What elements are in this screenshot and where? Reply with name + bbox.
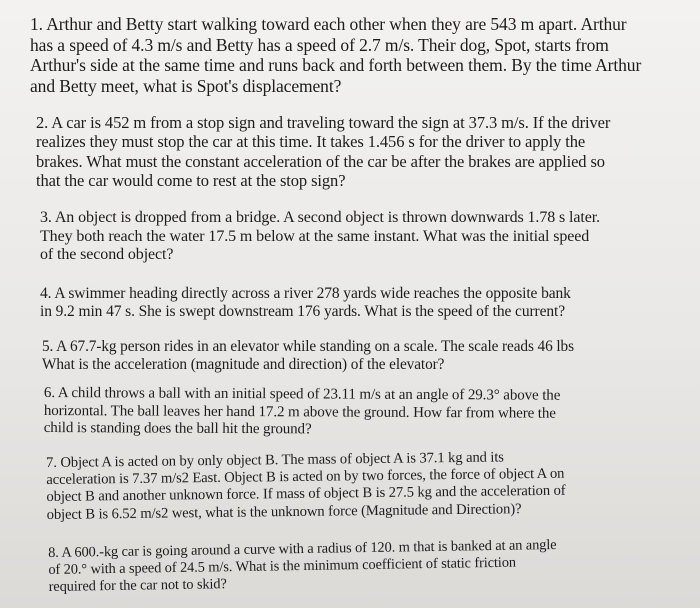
problem-4: 4. A swimmer heading directly across a river 278 yards wide reaches the opposite bank in 9.2 min 47 s. She is swept downstream 176 yards. What is the speed of the current? (40, 285, 571, 320)
problem-2: 2. A car is 452 m from a stop sign and traveling toward the sign at 37.3 m/s. If the driver realizes they must stop the car at this time. It takes 1.456 s for the driver to apply the brakes. What must the constant acceleration of the car be after the brakes are applied so that the car would come to rest at the stop sign? (36, 113, 611, 190)
problem-7: 7. Object A is acted on by only object B. The mass of object A is 37.1 kg and its acceleration is 7.37 m/s2 East. Object B is acted on by two forces, the force of object A on object B and another unknown force. If mass of object B is 27.5 kg and the acceleration of object B is 6.52 m/s2 west, what is the unknown force (Magnitude and Direction)? (46, 449, 566, 523)
problem-1: 1. Arthur and Betty start walking toward each other when they are 543 m apart. Arthur has a speed of 4.3 m/s and Betty has a speed of 2.7 m/s. Their dog, Spot, starts from Arthur's side at the same time and runs back and forth between them. By the time Arthur and Betty meet, what is Spot's displacement? (30, 14, 642, 96)
problem-5: 5. A 67.7-kg person rides in an elevator while standing on a scale. The scale reads 46 lbs What is the acceleration (magnitude and direction) of the elevator? (42, 338, 574, 373)
problem-8: 8. A 600.-kg car is going around a curve with a radius of 120. m that is banked at an angle of 20.° with a speed of 24.5 m/s. What is the minimum coefficient of static friction required for the car not to skid? (48, 537, 557, 595)
problem-6: 6. A child throws a ball with an initial speed of 23.11 m/s at an angle of 29.3° above the horizontal. The ball leaves her hand 17.2 m above the ground. How far from where the child is standing does the ball hit the ground? (43, 385, 561, 438)
problem-3: 3. An object is dropped from a bridge. A second object is thrown downwards 1.78 s later. They both reach the water 17.5 m below at the same instant. What was the initial speed of the second object? (40, 209, 600, 264)
